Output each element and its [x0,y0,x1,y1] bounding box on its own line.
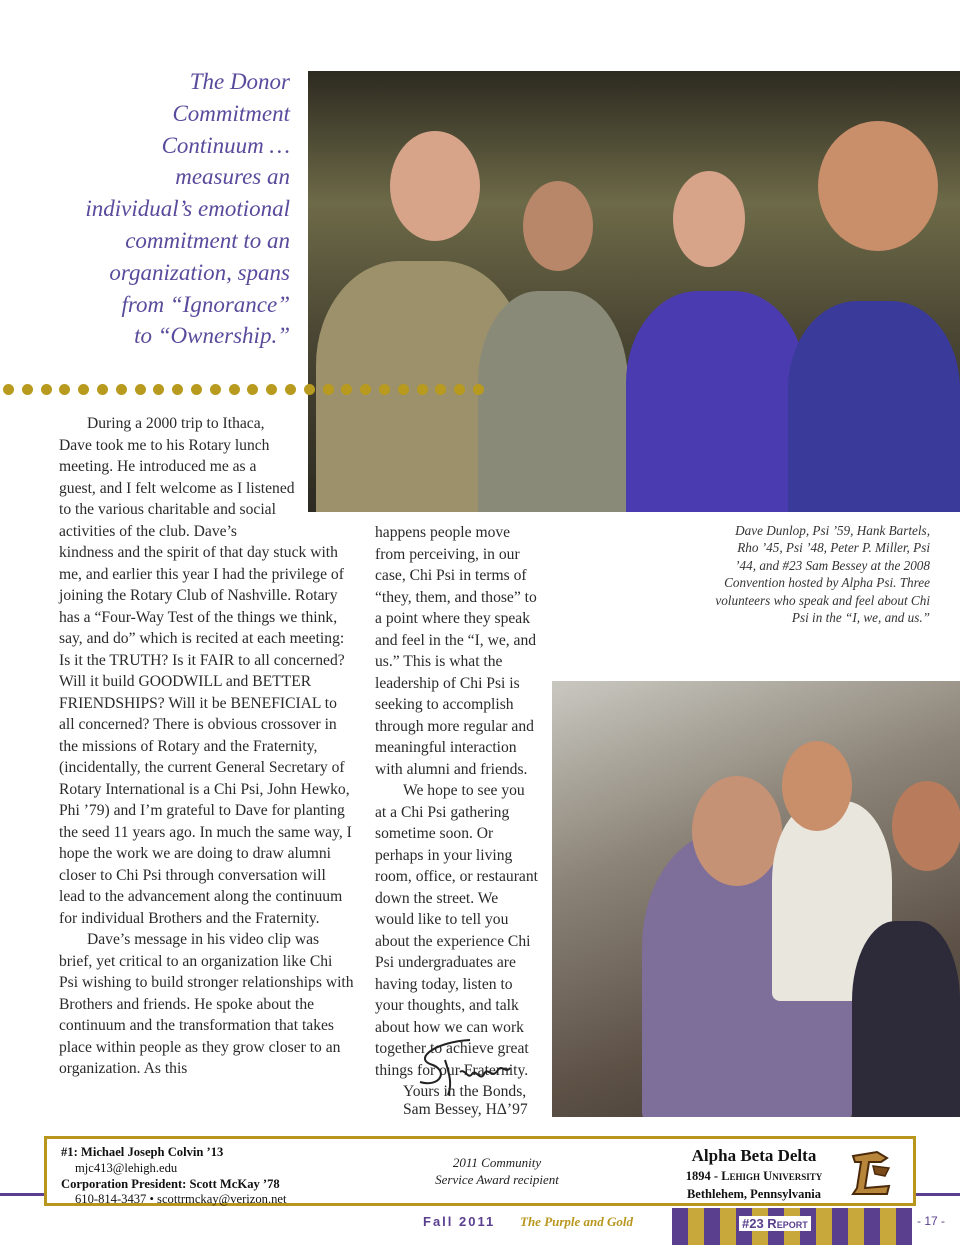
chapter-university: 1894 - Lehigh University [685,1169,823,1183]
pull-quote-line: to “Ownership.” [134,323,290,349]
dotted-divider [0,384,513,398]
chapter-name: Alpha Beta Delta [691,1146,817,1165]
pull-quote-line: measures an [175,164,290,190]
pull-quote-line: commitment to an [125,227,290,253]
chapter-contacts [61,1145,287,1208]
pull-quote [40,66,290,352]
award-line: Service Award recipient [435,1172,559,1187]
chapter-identity [669,1145,839,1203]
pull-quote-line: individual’s emotional [85,196,290,222]
pull-quote-line: Commitment [172,100,290,126]
award-note [427,1154,567,1188]
convention-photo [308,71,960,512]
report-number: #23 Report [739,1216,811,1231]
signature-name: Sam Bessey, HΔ’97 [403,1101,528,1118]
pull-quote-line: The Donor [189,69,290,94]
chapter-info-box [44,1136,916,1206]
article-paragraph: During a 2000 trip to Ithaca, Dave took me to his Rotary lunch meeting. He introduced me as a guest, and I felt welcome as I listened to the various charitable and social activities of the club. Dave’s kindness and the spirit of that day stuck with me, and earlier this year I had the privilege of joining the Rotary Club of Nashville. Rotary has a “Four-Way Test of the things we think, say, and do” which is recited at each meeting: Is it the TRUTH? Is it FAIR to all concerned? Will it build GOODWILL and BETTER FRIENDSHIPS? Will it be BENEFICIAL to all concerned? There is obvious crossover in the missions of Rotary and the Fraternity, (incidentally, the current General Secretary of Rotary International is a Chi Psi, John Hewko, Phi ’79) and I’m grateful to Dave for planting the seed 11 years ago. In much the same way, I hope the work we are doing to draw alumni closer to Chi Psi through conversation will lead to the advancement along the continuum for individual Brothers and the Fraternity. [59,415,352,927]
article-paragraph: Dave’s message in his video clip was brief, yet critical to an organization like Chi Psi wishing to build stronger relationships with Brothers and friends. He spoke about the continuum and the transformation that takes place within people as they grow closer to an organization. As this [59,931,354,1077]
lehigh-logo-icon [847,1148,895,1198]
publication-title: The Purple and Gold [520,1214,634,1229]
closing-line: Yours in the Bonds, [403,1083,527,1100]
contact-email: mjc413@lehigh.edu [75,1160,178,1175]
photo-caption: Dave Dunlop, Psi ’59, Hank Bartels, Rho ’45, Psi ’48, Peter P. Miller, Psi ’44, and #23 Sam Bessey at the 2008 Convention hosted by Alpha Psi. Three volunteers who speak and feel about Chi Psi in the “I, we, and us.” [715,523,930,626]
issue-label: Fall 2011 [423,1214,496,1229]
contact-line: Corporation President: Scott McKay ’78 [61,1176,280,1191]
pull-quote-line: organization, spans [109,259,290,285]
article-column-1-body [59,413,355,1080]
article-paragraph: happens people move from perceiving, in our case, Chi Psi in terms of “they, them, and those” to a point where they speak and feel in the “I, we, and us.” This is what the leadership of Chi Psi is seeking to accomplish through more regular and meaningful interaction with alumni and friends. [375,524,537,778]
signature-mark [410,1030,520,1100]
pull-quote-line: Continuum … [161,132,290,158]
article-paragraph: We hope to see you at a Chi Psi gathering sometime soon. Or perhaps in your living room, office, or restaurant down the street. We would like to tell you about the experience Chi Psi undergraduates are having today, listen to your thoughts, and talk about how we can work together to achieve great things for our Fraternity. [375,782,538,1079]
award-line: 2011 Community [452,1155,542,1170]
contact-phone-email: 610-814-3437 • scottrmckay@verizon.net [75,1192,287,1207]
contact-line: #1: Michael Joseph Colvin ’13 [61,1145,224,1159]
chapter-location: Bethlehem, Pennsylvania [686,1187,822,1201]
page-number: - 17 - [917,1214,946,1228]
students-photo [552,681,960,1117]
pull-quote-line: from “Ignorance” [121,291,290,317]
